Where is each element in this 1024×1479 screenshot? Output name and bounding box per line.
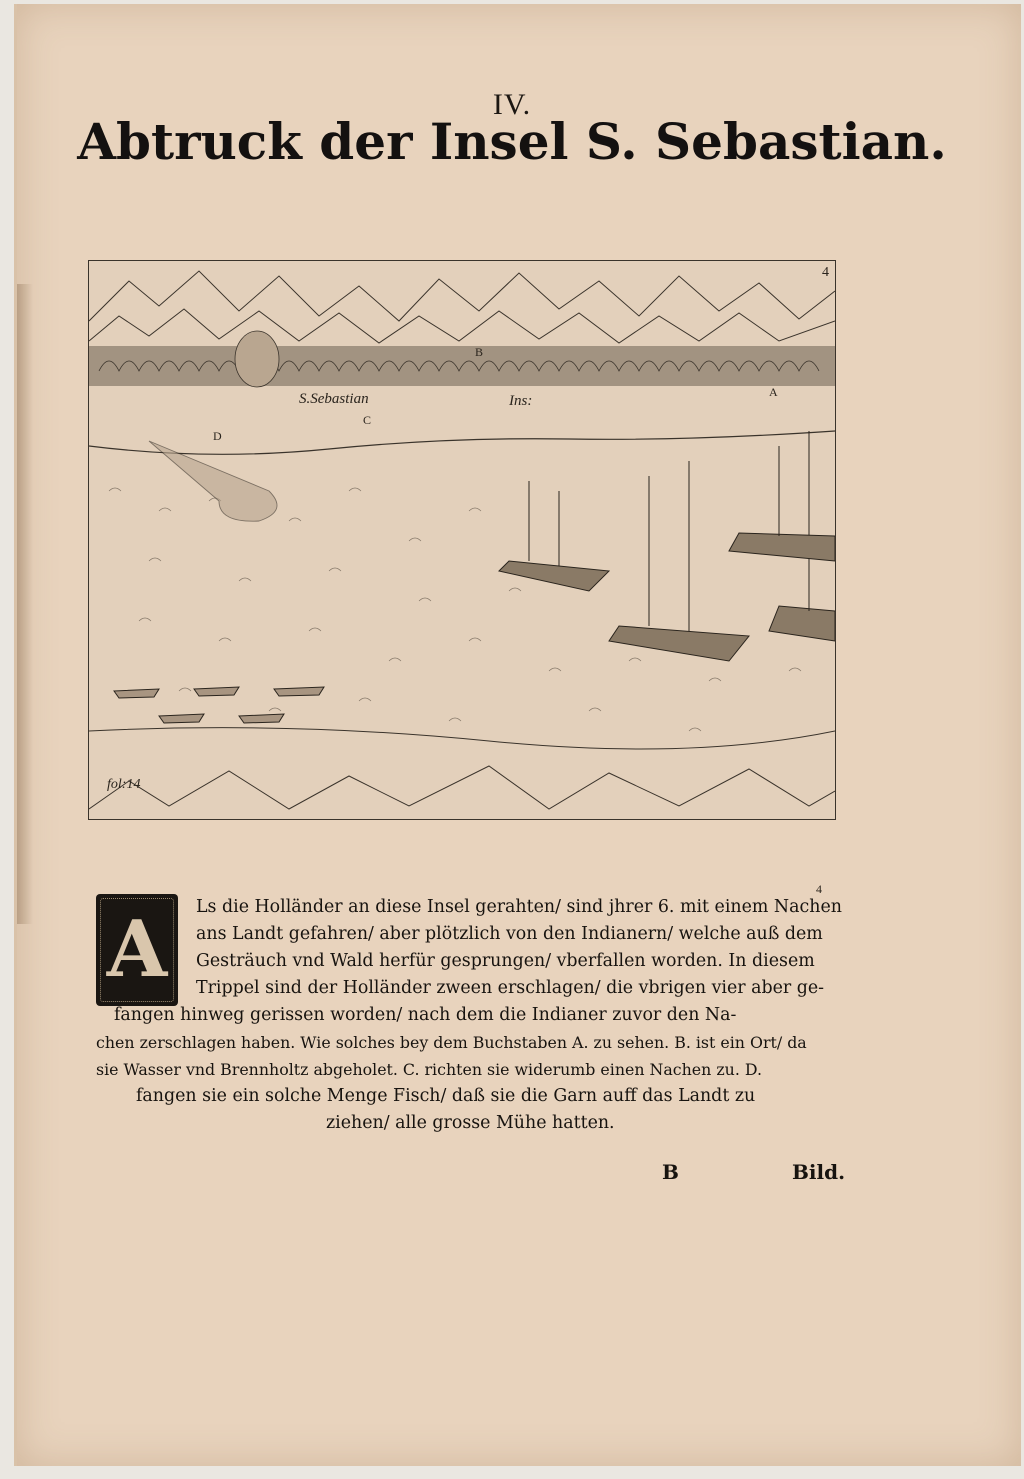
body-line: ziehen/ alle grosse Mühe hatten. xyxy=(326,1113,615,1133)
label-c: C xyxy=(363,413,372,427)
engraving-illustration xyxy=(88,260,836,820)
body-line: fangen hinweg gerissen worden/ nach dem die Indianer zuvor den Na- xyxy=(114,1005,737,1025)
rowing-boats xyxy=(114,687,324,723)
body-line: ans Landt gefahren/ aber plötzlich von den Indianern/ welche auß dem xyxy=(196,924,823,944)
signature-mark: B xyxy=(662,1160,679,1184)
ship-group xyxy=(499,431,835,661)
initial-letter: A xyxy=(106,904,168,995)
label-b: B xyxy=(475,345,484,359)
body-line: chen zerschlagen haben. Wie solches bey dem Buchstaben A. zu sehen. B. ist ein Ort/ da xyxy=(96,1033,807,1052)
label-ins: Ins: xyxy=(509,393,533,409)
body-line: Ls die Holländer an diese Insel gerahten/ sind jhrer 6. mit einem Nachen xyxy=(196,897,842,917)
body-line: Gesträuch vnd Wald herfür gesprungen/ vberfallen worden. In diesem xyxy=(196,951,815,971)
engraving-drawing xyxy=(89,261,835,819)
catchword: Bild. xyxy=(792,1160,846,1184)
side-mark: 4 xyxy=(816,882,822,896)
edge-stain xyxy=(17,284,33,924)
corner-number: 4 xyxy=(822,265,829,280)
label-folio: fol:14 xyxy=(107,777,141,792)
plate-number: IV. xyxy=(492,88,532,121)
shoreline xyxy=(89,431,835,454)
body-text xyxy=(96,894,852,1137)
label-a: A xyxy=(769,385,778,399)
label-place: S.Sebastian xyxy=(299,391,369,407)
smoke-plume xyxy=(235,331,279,387)
bottom-hills xyxy=(89,766,835,809)
body-line: Trippel sind der Holländer zween erschlagen/ die vbrigen vier aber ge- xyxy=(196,978,825,998)
page-title: Abtruck der Insel S. Sebastian. xyxy=(77,112,947,171)
body-line: sie Wasser vnd Brennholtz abgeholet. C. richten sie widerumb einen Nachen zu. D. xyxy=(96,1060,762,1079)
far-shore xyxy=(89,728,835,749)
mountain-range xyxy=(89,271,835,343)
label-d: D xyxy=(213,429,222,443)
body-line: fangen sie ein solche Menge Fisch/ daß sie die Garn auff das Landt zu xyxy=(136,1086,756,1106)
